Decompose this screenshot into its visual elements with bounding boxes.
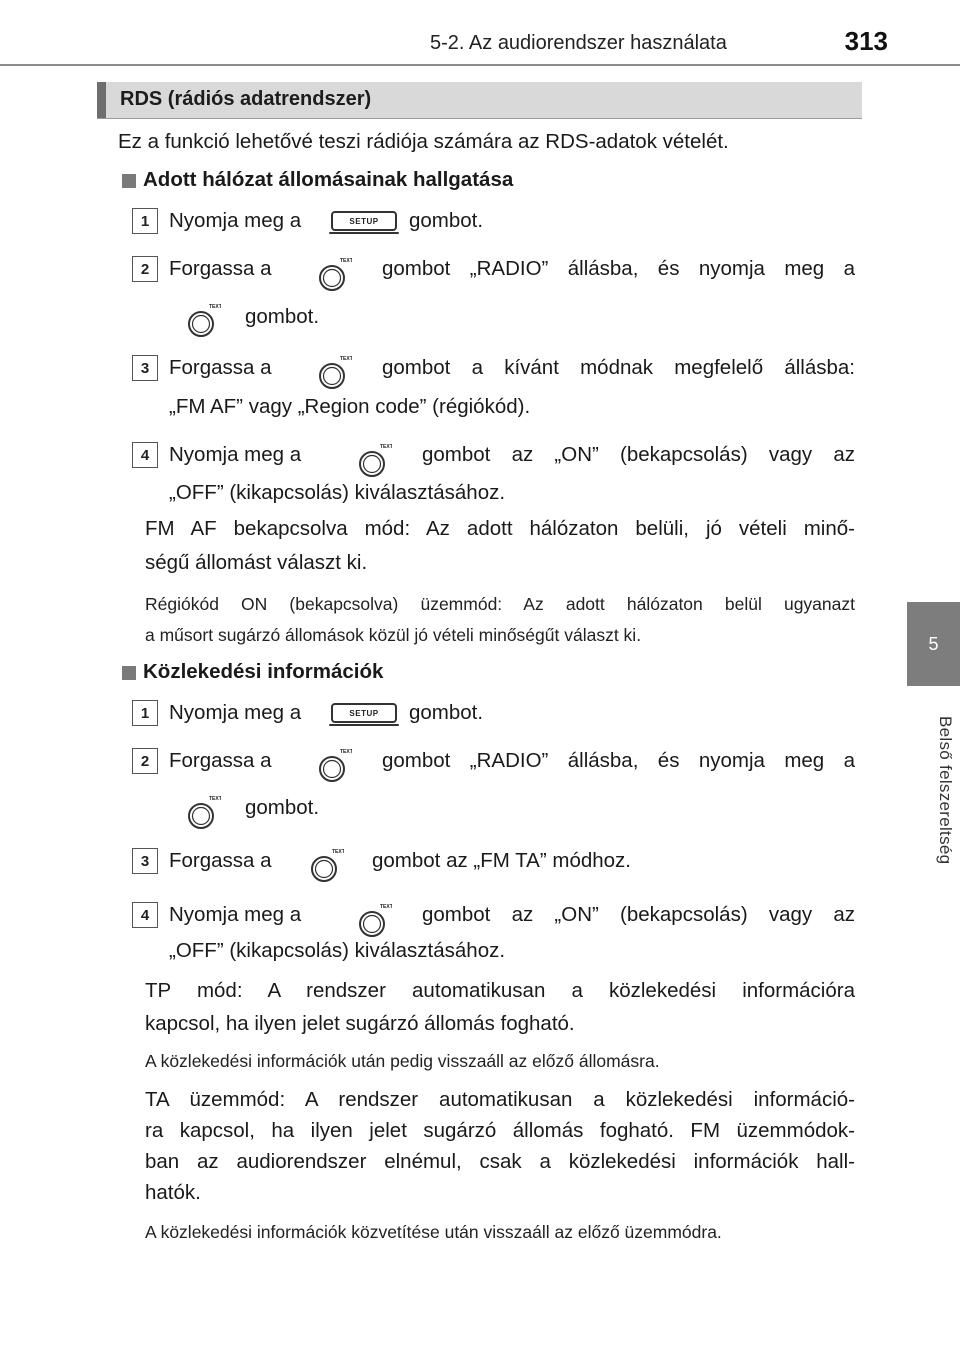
step-text: gombot az „FM TA” módhoz. <box>372 849 631 872</box>
knob-label: TEXT <box>209 304 221 310</box>
knob-label: TEXT <box>380 444 392 450</box>
step-text: gombot. <box>245 305 320 328</box>
paragraph: ra kapcsol, ha ilyen jelet sugárzó állomás fogható. FM üzemmódok- <box>145 1119 855 1142</box>
section-title: RDS (rádiós adatrendszer) <box>120 88 372 110</box>
step-text: gombot a kívánt módnak megfelelő állásba: <box>382 356 855 379</box>
step-number: 2 <box>132 748 158 774</box>
step-text: gombot „RADIO” állásba, és nyomja meg a <box>382 749 855 772</box>
section-title-underline <box>97 118 862 119</box>
step-number: 3 <box>132 355 158 381</box>
note: a műsort sugárzó állomások közül jó vételi minőségűt választ ki. <box>145 625 642 645</box>
step-text: Nyomja meg a <box>169 701 302 724</box>
note: A közlekedési információk közvetítése után visszaáll az előző üzemmódra. <box>145 1222 722 1242</box>
knob-label: TEXT <box>332 849 344 855</box>
tune-knob-icon <box>318 745 352 785</box>
step-text: gombot. <box>409 209 484 232</box>
tune-knob-icon <box>318 254 352 294</box>
step-text: „OFF” (kikapcsolás) kiválasztásához. <box>169 939 506 962</box>
subsection-bullet-icon <box>122 174 136 188</box>
knob-label: TEXT <box>380 904 392 910</box>
step-number: 3 <box>132 848 158 874</box>
tune-knob-icon <box>318 352 352 392</box>
note: A közlekedési információk után pedig visszaáll az előző állomásra. <box>145 1051 660 1071</box>
paragraph: hatók. <box>145 1181 201 1204</box>
step-number: 1 <box>132 208 158 234</box>
section-title-box <box>97 82 862 118</box>
page-number: 313 <box>844 26 888 56</box>
step-text: gombot „RADIO” állásba, és nyomja meg a <box>382 257 855 280</box>
intro-text: Ez a funkció lehetővé teszi rádiója számára az RDS-adatok vételét. <box>118 130 729 153</box>
step-text: gombot az „ON” (bekapcsolás) vagy az <box>422 443 855 466</box>
note: Régiókód ON (bekapcsolva) üzemmód: Az adott hálózaton belül ugyanazt <box>145 594 855 614</box>
chapter-tab-title: Belső felszereltség <box>936 715 955 865</box>
step-text: „OFF” (kikapcsolás) kiválasztásához. <box>169 481 506 504</box>
step-text: Forgassa a <box>169 356 272 379</box>
subsection-bullet-icon <box>122 666 136 680</box>
header-divider <box>0 64 960 66</box>
tune-knob-icon <box>310 845 344 885</box>
step-text: gombot. <box>245 796 320 819</box>
tune-knob-icon <box>187 300 221 340</box>
chapter-tab-number: 5 <box>907 602 960 686</box>
paragraph: ségű állomást választ ki. <box>145 551 368 574</box>
knob-label: TEXT <box>340 258 352 264</box>
step-text: Forgassa a <box>169 849 272 872</box>
paragraph: kapcsol, ha ilyen jelet sugárzó állomás fogható. <box>145 1012 575 1035</box>
step-text: Nyomja meg a <box>169 209 302 232</box>
step-number: 4 <box>132 902 158 928</box>
subsection-heading-traffic: Közlekedési információk <box>143 660 384 683</box>
knob-label: TEXT <box>340 749 352 755</box>
step-text: „FM AF” vagy „Region code” (régiókód). <box>169 395 531 418</box>
setup-button-icon: SETUP <box>331 703 397 723</box>
step-text: Forgassa a <box>169 257 272 280</box>
paragraph: TA üzemmód: A rendszer automatikusan a közlekedési információ- <box>145 1088 855 1111</box>
header-section-title: 5-2. Az audiorendszer használata <box>430 32 727 54</box>
paragraph: ban az audiorendszer elnémul, csak a közlekedési információk hall- <box>145 1150 855 1173</box>
subsection-heading-network: Adott hálózat állomásainak hallgatása <box>143 168 514 191</box>
step-number: 2 <box>132 256 158 282</box>
knob-label: TEXT <box>209 796 221 802</box>
knob-label: TEXT <box>340 356 352 362</box>
tune-knob-icon <box>358 900 392 940</box>
step-text: Nyomja meg a <box>169 443 302 466</box>
step-number: 1 <box>132 700 158 726</box>
tune-knob-icon <box>187 792 221 832</box>
tune-knob-icon <box>358 440 392 480</box>
paragraph: TP mód: A rendszer automatikusan a közlekedési információra <box>145 979 855 1002</box>
setup-button-icon: SETUP <box>331 211 397 231</box>
step-text: Forgassa a <box>169 749 272 772</box>
step-text: gombot az „ON” (bekapcsolás) vagy az <box>422 903 855 926</box>
paragraph: FM AF bekapcsolva mód: Az adott hálózaton belüli, jó vételi minő- <box>145 517 855 540</box>
step-text: gombot. <box>409 701 484 724</box>
step-text: Nyomja meg a <box>169 903 302 926</box>
step-number: 4 <box>132 442 158 468</box>
